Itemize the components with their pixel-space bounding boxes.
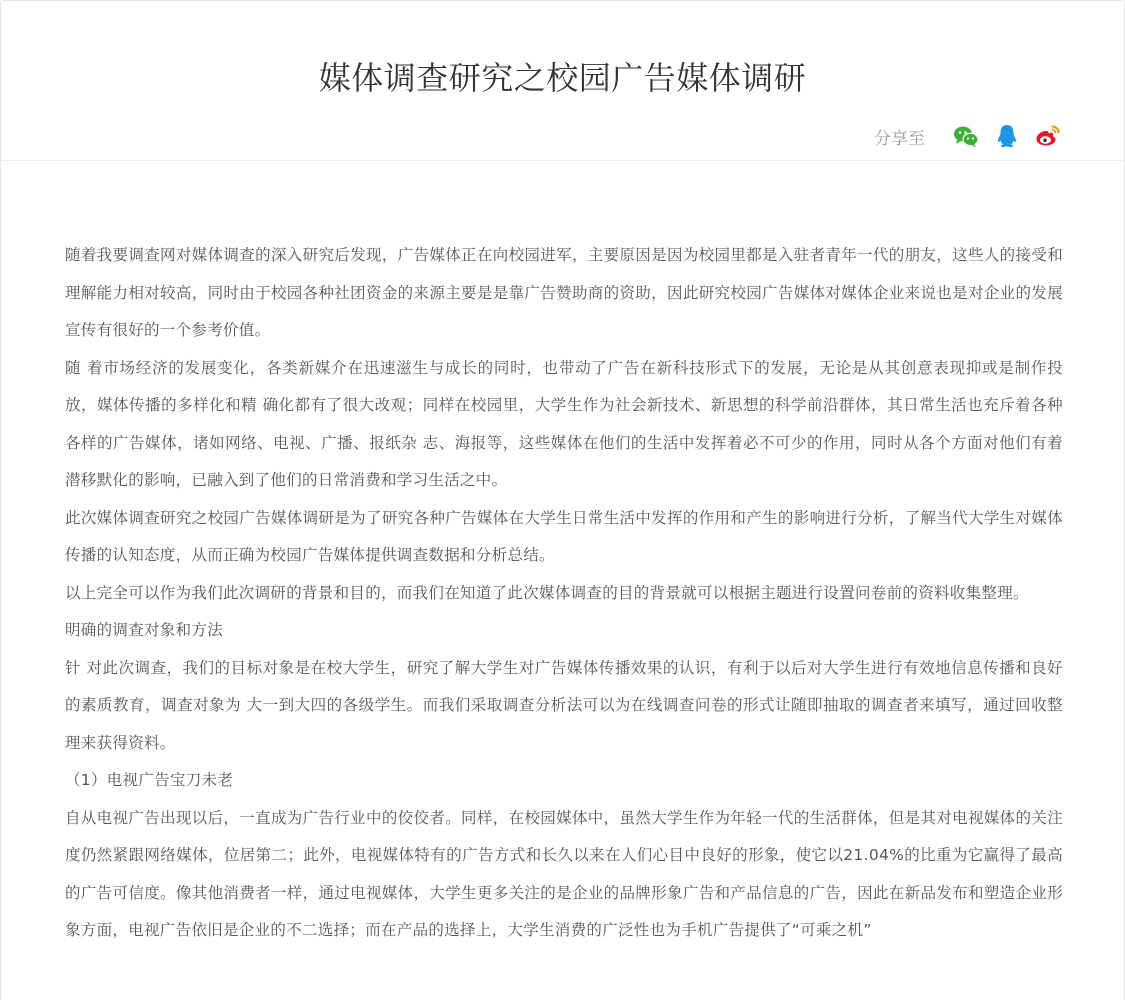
page-title: 媒体调查研究之校园广告媒体调研 bbox=[318, 59, 807, 97]
article-paragraph: 针 对此次调查，我们的目标对象是在校大学生，研究了解大学生对广告媒体传播效果的认识，有利于以后对大学生进行有效地信息传播和良好的素质教育，调查对象为 大一到大四的各级学生。而我们采取调查分析法可以为在线调查问卷的形式让随即抽取的调查者来填写，通过回收整理来获得资料。 bbox=[65, 658, 1063, 752]
article-paragraph: 以上完全可以作为我们此次调研的背景和目的，而我们在知道了此次媒体调查的目的背景就可以根据主题进行设置问卷前的资料收集整理。 bbox=[65, 583, 1029, 602]
article-paragraph: 随着我要调查网对媒体调查的深入研究后发现，广告媒体正在向校园进军，主要原因是因为校园里都是入驻者青年一代的朋友，这些人的接受和理解能力相对较高，同时由于校园各种社团资金的来源主要是是靠广告赞助商的资助，因此研究校园广告媒体对媒体企业来说也是对企业的发展宣传有很好的一个参考价值。 bbox=[65, 246, 1063, 339]
weibo-icon[interactable] bbox=[1034, 122, 1062, 150]
qq-icon[interactable] bbox=[993, 122, 1021, 150]
share-bar bbox=[874, 121, 1062, 151]
share-label: 分享至 bbox=[874, 128, 925, 149]
wechat-icon[interactable] bbox=[952, 122, 980, 150]
section-heading: （1）电视广告宝刀未老 bbox=[65, 771, 234, 789]
article-paragraph: 此次媒体调查研究之校园广告媒体调研是为了研究各种广告媒体在大学生日常生活中发挥的作用和产生的影响进行分析，了解当代大学生对媒体传播的认知态度，从而正确为校园广告媒体提供调查数据和分析总结。 bbox=[65, 508, 1063, 564]
article-paragraph: 随 着市场经济的发展变化，各类新媒介在迅速滋生与成长的同时，也带动了广告在新科技形式下的发展，无论是从其创意表现抑或是制作投放，媒体传播的多样化和精 确化都有了很大改观；同样在校园里，大学生作为社会新技术、新思想的科学前沿群体，其日常生活也充斥着各种各样的广告媒体，诸如网络、电视、广播、报纸杂 志、海报等，这些媒体在他们的生活中发挥着必不可少的作用，同时从各个方面对他们有着潜移默化的影响，已融入到了他们的日常消费和学习生活之中。 bbox=[65, 358, 1063, 489]
section-heading: 明确的调查对象和方法 bbox=[65, 621, 224, 639]
article-header bbox=[1, 1, 1124, 161]
article-body bbox=[65, 237, 1063, 950]
article-paragraph: 自从电视广告出现以后，一直成为广告行业中的佼佼者。同样，在校园媒体中，虽然大学生作为年轻一代的生活群体，但是其对电视媒体的关注度仍然紧跟网络媒体，位居第二；此外，电视媒体特有的广告方式和长久以来在人们心目中良好的形象，使它以21.04%的比重为它赢得了最高的广告可信度。像其他消费者一样，通过电视媒体，大学生更多关注的是企业的品牌形象广告和产品信息的广告，因此在新品发布和塑造企业形象方面，电视广告依旧是企业的不二选择；而在产品的选择上，大学生消费的广泛性也为手机广告提供了“可乘之机” bbox=[65, 808, 1063, 939]
